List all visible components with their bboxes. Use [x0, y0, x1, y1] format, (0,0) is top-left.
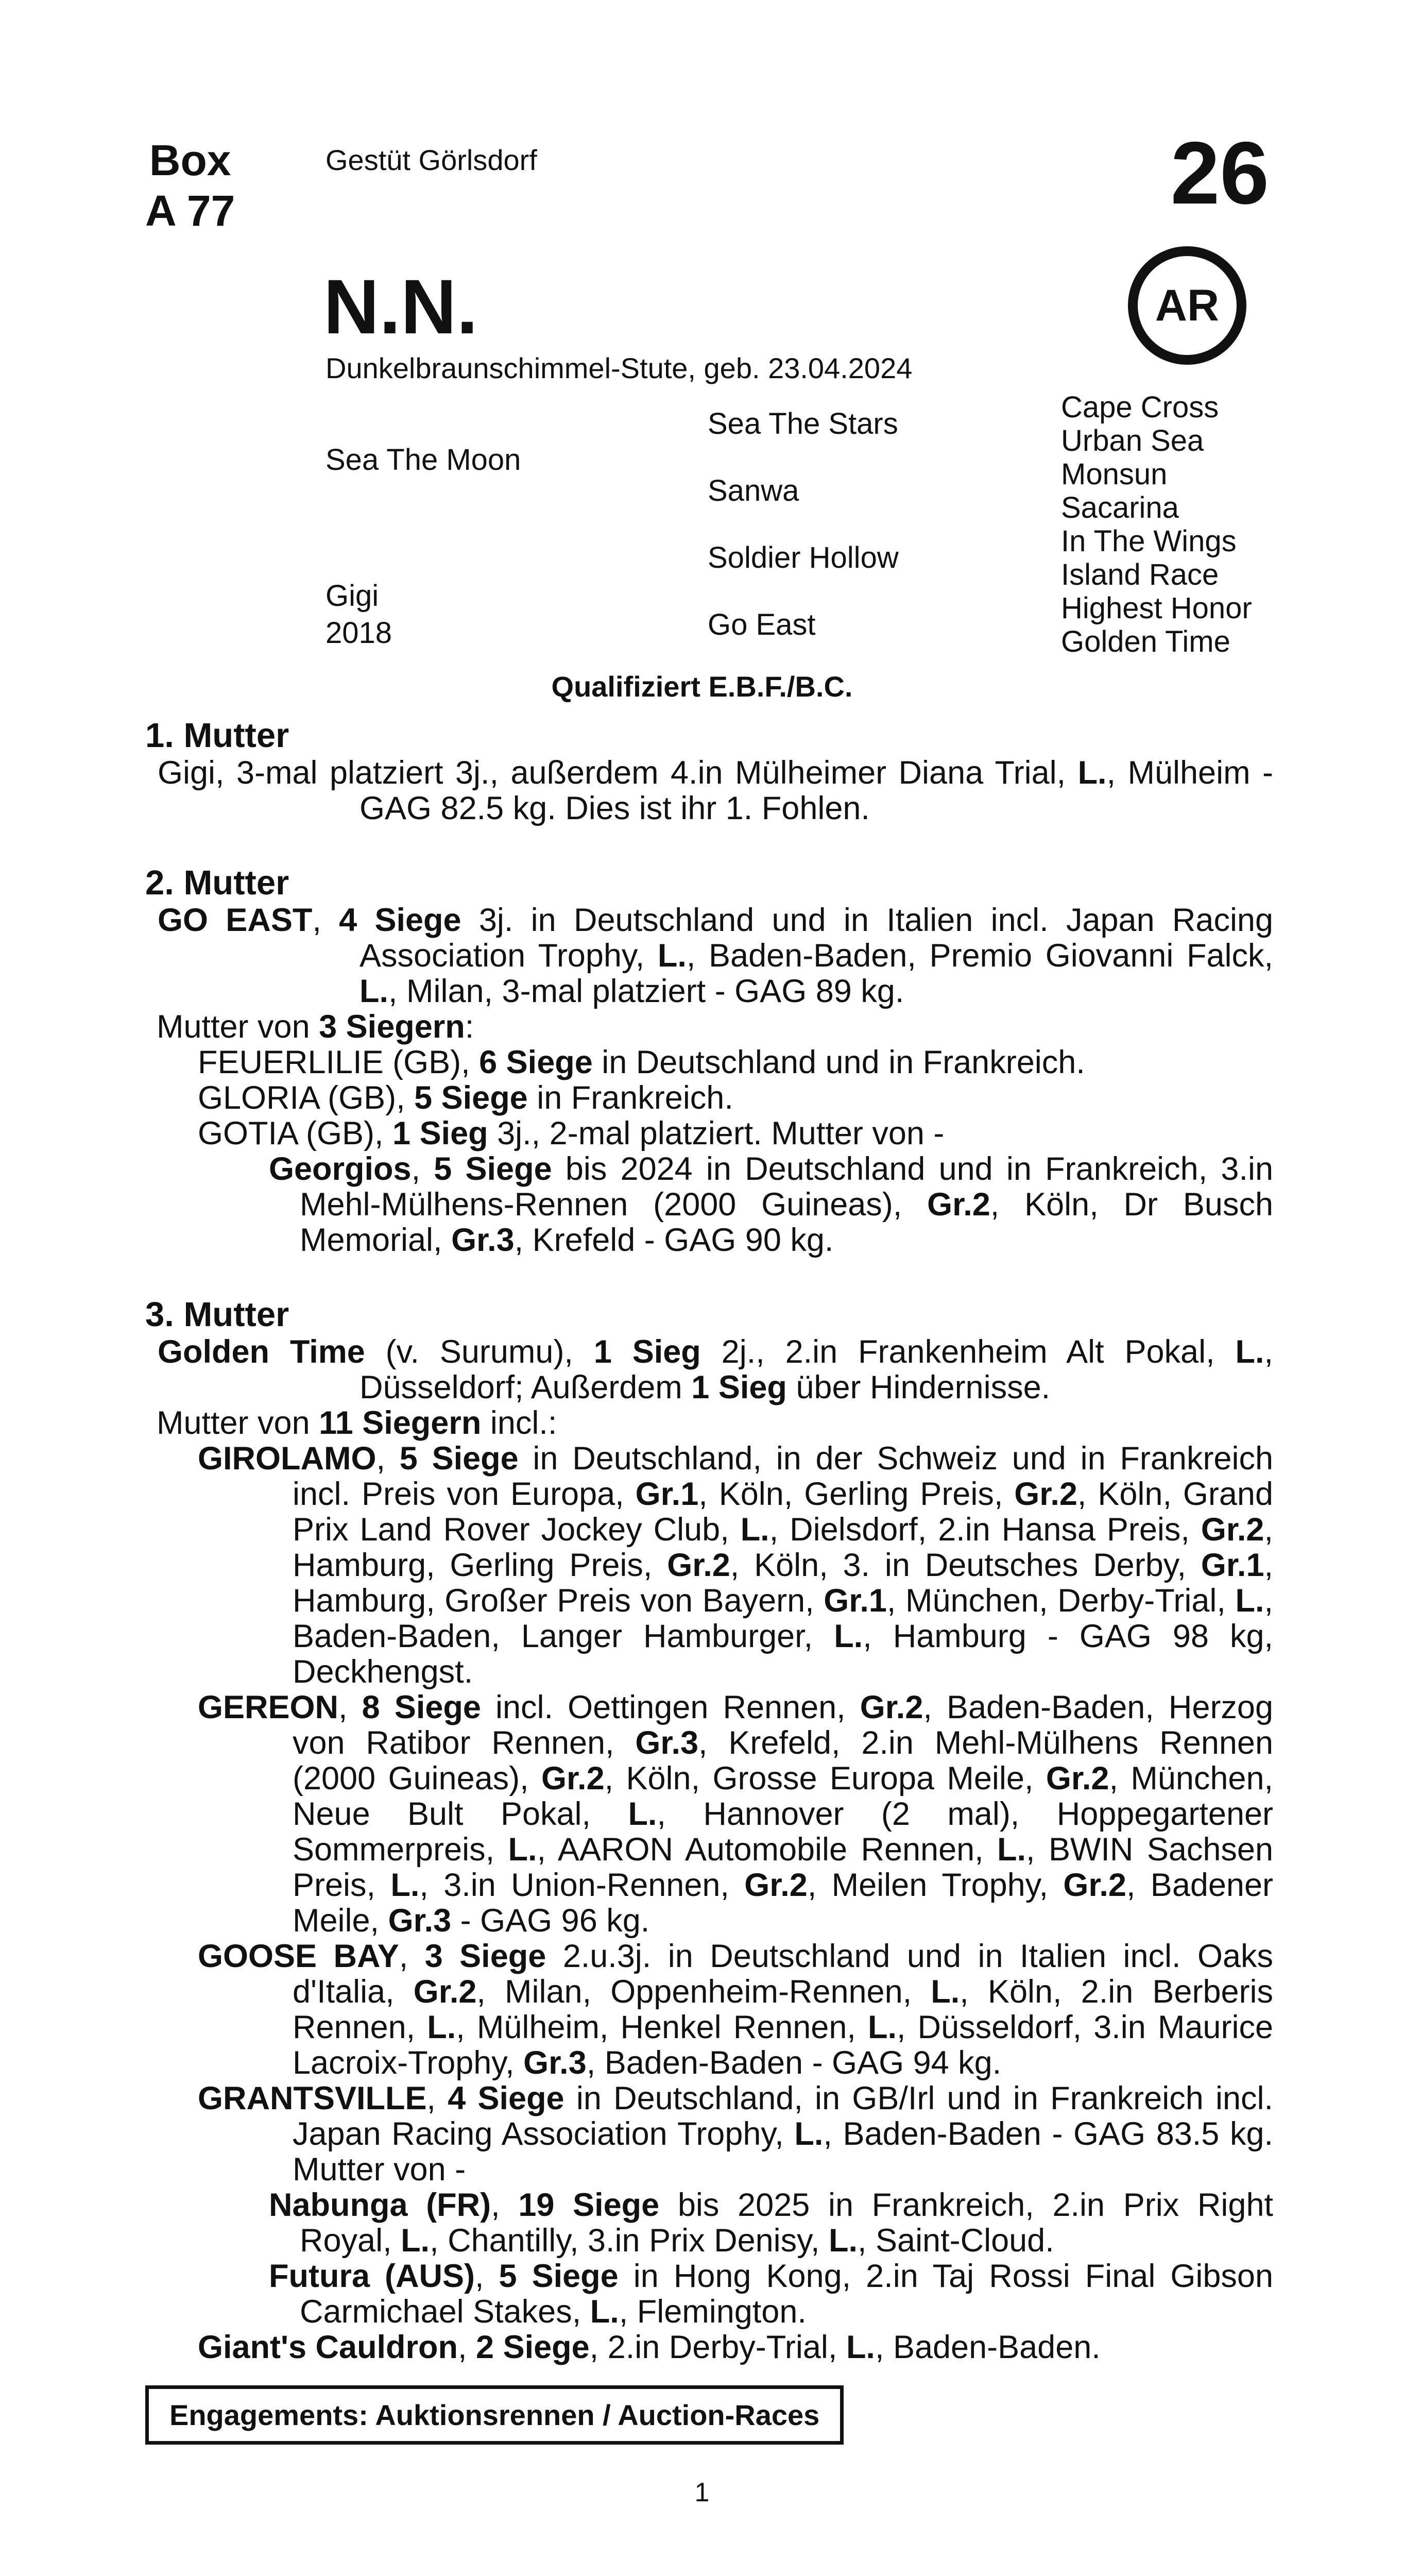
- box-label: [145, 135, 235, 236]
- pedigree-gen3-item: Cape Cross: [1061, 391, 1219, 424]
- offspring-gotia: GOTIA (GB), 1 Sieg 3j., 2-mal platziert. Mutter von -: [198, 1115, 945, 1151]
- offspring-feuerlilie: FEUERLILIE (GB), 6 Siege in Deutschland und in Frankreich.: [198, 1044, 1085, 1080]
- pedigree-sire: Sea The Moon: [326, 443, 521, 477]
- pedigree-gen3-item: Golden Time: [1061, 625, 1230, 658]
- pedigree-gen3-item: Urban Sea: [1061, 424, 1204, 457]
- grandoffspring-georgios: Georgios, 5 Siege bis 2024 in Deutschland und in Frankreich, 3.in Mehl-Mülhens-Rennen (2000 Guineas), Gr.2, Köln, Dr Busch Memorial, Gr.3, Krefeld - GAG 90 kg.: [269, 1151, 1273, 1258]
- qualification: Qualifiziert E.B.F./B.C.: [551, 670, 853, 703]
- offspring-gereon: GEREON, 8 Siege incl. Oettingen Rennen, Gr.2, Baden-Baden, Herzog von Ratibor Rennen, Gr.3, Krefeld, 2.in Mehl-Mülhens Rennen (2000 Guineas), Gr.2, Köln, Grosse Europa Meile, Gr.2, München, Neue Bult Pokal, L., Hannover (2 mal), Hoppegartener Sommerpreis, L., AARON Automobile Rennen, L., BWIN Sachsen Preis, L., 3.in Union-Rennen, Gr.2, Meilen Trophy, Gr.2, Badener Meile, Gr.3 - GAG 96 kg.: [198, 1689, 1273, 1939]
- mutter3-mother-of: Mutter von 11 Siegern incl.:: [157, 1405, 557, 1441]
- pedigree-gen3-item: Monsun: [1061, 457, 1168, 491]
- grandoffspring-futura: Futura (AUS), 5 Siege in Hong Kong, 2.in Taj Rossi Final Gibson Carmichael Stakes, L., Flemington.: [269, 2258, 1273, 2330]
- pedigree-dam-year: 2018: [326, 616, 392, 650]
- offspring-gloria: GLORIA (GB), 5 Siege in Frankreich.: [198, 1080, 733, 1116]
- offspring-giants-cauldron: Giant's Cauldron, 2 Siege, 2.in Derby-Trial, L., Baden-Baden.: [198, 2329, 1101, 2365]
- pedigree-dam: Gigi: [326, 579, 379, 613]
- lot-number: 26: [1170, 124, 1269, 223]
- pedigree-family-text: [145, 716, 1273, 2365]
- pedigree-gen2-item: Sanwa: [708, 474, 799, 507]
- page-number: 1: [694, 2478, 710, 2507]
- engagements-box: Engagements: Auktionsrennen / Auction-Races: [145, 2385, 844, 2445]
- offspring-grantsville: GRANTSVILLE, 4 Siege in Deutschland, in GB/Irl und in Frankreich incl. Japan Racing Association Trophy, L., Baden-Baden - GAG 83.5 kg. Mutter von -: [198, 2080, 1273, 2188]
- section-heading-mutter3: 3. Mutter: [145, 1295, 289, 1334]
- horse-name: N.N.: [323, 263, 478, 350]
- grandoffspring-nabunga: Nabunga (FR), 19 Siege bis 2025 in Frankreich, 2.in Prix Right Royal, L., Chantilly, 3.in Prix Denisy, L., Saint-Cloud.: [269, 2187, 1273, 2259]
- pedigree-gen2-item: Soldier Hollow: [708, 541, 899, 574]
- pedigree-gen2-item: Sea The Stars: [708, 407, 898, 440]
- pedigree-gen3-item: Highest Honor: [1061, 591, 1252, 625]
- ar-badge-text: AR: [1155, 280, 1220, 330]
- pedigree-gen2-item: Go East: [708, 608, 816, 641]
- box-word: Box: [149, 136, 231, 184]
- pedigree-gen3-item: Island Race: [1061, 558, 1219, 591]
- mutter2-mother-of: Mutter von 3 Siegern:: [157, 1009, 474, 1045]
- horse-description: Dunkelbraunschimmel-Stute, geb. 23.04.2024: [326, 352, 913, 384]
- offspring-girolamo: GIROLAMO, 5 Siege in Deutschland, in der Schweiz und in Frankreich incl. Preis von Europa, Gr.1, Köln, Gerling Preis, Gr.2, Köln, Grand Prix Land Rover Jockey Club, L., Dielsdorf, 2.in Hansa Preis, Gr.2, Hamburg, Gerling Preis, Gr.2, Köln, 3. in Deutsches Derby, Gr.1, Hamburg, Großer Preis von Bayern, Gr.1, München, Derby-Trial, L., Baden-Baden, Langer Hamburger, L., Hamburg - GAG 98 kg, Deckhengst.: [198, 1440, 1274, 1690]
- mutter3-golden-time: Golden Time (v. Surumu), 1 Sieg 2j., 2.in Frankenheim Alt Pokal, L., Düsseldorf; Außerdem 1 Sieg über Hindernisse.: [158, 1334, 1273, 1405]
- box-number: A 77: [145, 187, 235, 235]
- section-heading-mutter1: 1. Mutter: [145, 716, 289, 755]
- pedigree-gen3: [1061, 391, 1252, 658]
- mutter2-go-east: GO EAST, 4 Siege 3j. in Deutschland und in Italien incl. Japan Racing Association Trophy, L., Baden-Baden, Premio Giovanni Falck, L., Milan, 3-mal platziert - GAG 89 kg.: [158, 902, 1274, 1009]
- mutter1-entry: Gigi, 3-mal platziert 3j., außerdem 4.in Mülheimer Diana Trial, L., Mülheim - GAG 82.5 kg. Dies ist ihr 1. Fohlen.: [158, 755, 1273, 826]
- ar-badge-icon: [1128, 246, 1246, 365]
- offspring-goose-bay: GOOSE BAY, 3 Siege 2.u.3j. in Deutschland und in Italien incl. Oaks d'Italia, Gr.2, Milan, Oppenheim-Rennen, L., Köln, 2.in Berberis Rennen, L., Mülheim, Henkel Rennen, L., Düsseldorf, 3.in Maurice Lacroix-Trophy, Gr.3, Baden-Baden - GAG 94 kg.: [198, 1938, 1273, 2081]
- pedigree-gen3-item: In The Wings: [1061, 524, 1237, 558]
- studfarm: Gestüt Görlsdorf: [326, 144, 537, 176]
- section-heading-mutter2: 2. Mutter: [145, 863, 289, 902]
- pedigree-gen3-item: Sacarina: [1061, 491, 1179, 524]
